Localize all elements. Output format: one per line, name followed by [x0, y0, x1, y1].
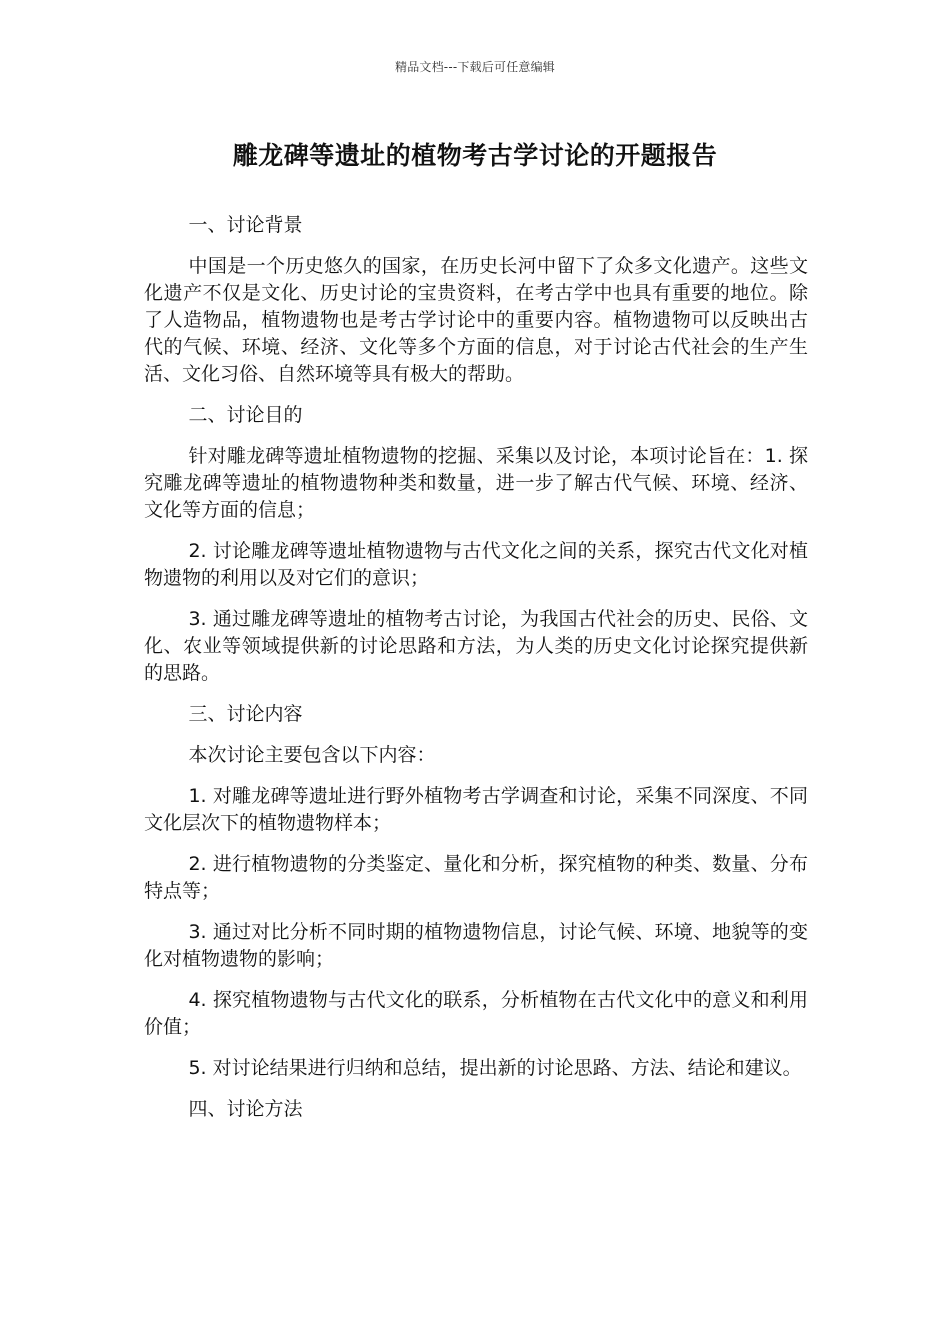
- section-heading-background: 一、讨论背景: [188, 214, 303, 236]
- list-item: 3. 通过对比分析不同时期的植物遗物信息，讨论气候、环境、地貌等的变化对植物遗物的影响；: [144, 921, 808, 970]
- paragraph-purpose-item-3: 3. 通过雕龙碑等遗址的植物考古讨论，为我国古代社会的历史、民俗、文化、农业等领域提供新的讨论思路和方法，为人类的历史文化讨论探究提供新的思路。: [144, 608, 808, 684]
- paragraph-purpose-item-2: 2. 讨论雕龙碑等遗址植物遗物与古代文化之间的关系，探究古代文化对植物遗物的利用以及对它们的意识；: [144, 540, 808, 589]
- section-heading-content: 三、讨论内容: [188, 703, 303, 725]
- document-title: 雕龙碑等遗址的植物考古学讨论的开题报告: [232, 141, 718, 170]
- list-item: 2. 进行植物遗物的分类鉴定、量化和分析，探究植物的种类、数量、分布特点等；: [144, 853, 808, 902]
- paragraph-content-intro: 本次讨论主要包含以下内容：: [188, 744, 436, 766]
- header-note: 精品文档---下载后可任意编辑: [395, 60, 555, 74]
- section-heading-method: 四、讨论方法: [188, 1098, 303, 1120]
- document-body: [144, 212, 808, 1137]
- section-heading-purpose: 二、讨论目的: [188, 404, 303, 426]
- paragraph-background: 中国是一个历史悠久的国家，在历史长河中留下了众多文化遗产。这些文化遗产不仅是文化、历史讨论的宝贵资料，在考古学中也具有重要的地位。除了人造物品，植物遗物也是考古学讨论中的重要内容。植物遗物可以反映出古代的气候、环境、经济、文化等多个方面的信息，对于讨论古代社会的生产生活、文化习俗、自然环境等具有极大的帮助。: [144, 255, 808, 385]
- list-item: 1. 对雕龙碑等遗址进行野外植物考古学调查和讨论，采集不同深度、不同文化层次下的植物遗物样本；: [144, 785, 808, 834]
- paragraph-purpose-intro: 针对雕龙碑等遗址植物遗物的挖掘、采集以及讨论，本项讨论旨在：1. 探究雕龙碑等遗址的植物遗物种类和数量，进一步了解古代气候、环境、经济、文化等方面的信息；: [144, 445, 808, 521]
- list-item: 5. 对讨论结果进行归纳和总结，提出新的讨论思路、方法、结论和建议。: [188, 1057, 802, 1079]
- list-item: 4. 探究植物遗物与古代文化的联系，分析植物在古代文化中的意义和利用价值；: [144, 989, 808, 1038]
